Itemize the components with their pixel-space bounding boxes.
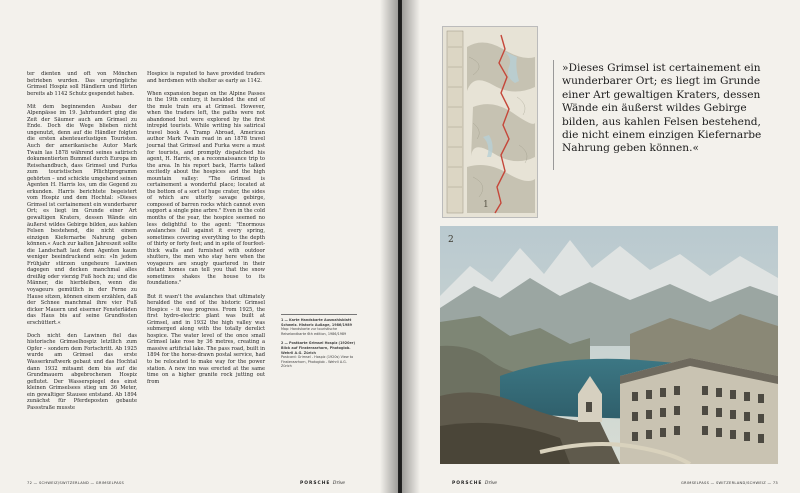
caption-1: 1 — Karte Handskarte Auswahlsblatt Schweiz. Historic Außage, 1986/1989 Map: Handskarte zur touristische Reiselandkarte 6th edition, 1986/1989 (281, 318, 352, 336)
pull-quote: »Dieses Grimsel ist certainement ein wunderbarer Ort; es liegt im Grunde einer Art gewaltigen Kraters, dessen Wände ein äußerst wildes Gebirge bilden, aus kahlen Felsen bestehend, die nicht einem einzigen Kiefernarbe Nahrung geben können.« (562, 62, 762, 155)
svg-text:1: 1 (483, 200, 489, 210)
svg-text:2: 2 (448, 235, 454, 245)
caption-2: 2 — Postkarte Grimsel Hospiz (1920er) Blick auf Finsteraarhorn, Photoglob. Wehrli A.G. Zürich Postcard: Grimsel - Hospiz (1920s) View to Finsteraarhorn, Photoglob - Wehrli A.G. Zürich (281, 341, 356, 369)
left-footer: 72 — SCHWEIZ/SWITZERLAND — GRIMSELPASS (27, 481, 125, 485)
landscape-illustration (440, 226, 778, 464)
left-page (0, 0, 398, 493)
brand-logo-right: PORSCHE Drive (452, 481, 498, 486)
image-captions (281, 318, 357, 374)
paragraph: Mit dem beginnenden Ausbau der Alpenpässe im 19. Jahrhundert ging die Zeit der Säumer auch am Grimsel zu Ende. Doch die Wege blieben nicht ungenutzt, denn auf die Händler folgten die ersten abenteuerlustigen Touristen. Auch der amerikanische Autor Mark Twain las 1878 während seines satirisch dokumentierten Bummel durch Europa im Reisehandbuch, dass Grimsel und Furka zum touristischen Pflichtprogramm gehörten – und schickte umgehend seinen Agenten H. Harris los, um die Gegend zu erkunden. Harris berichtete begeistert vom Hospiz und dem Hochtal: »Dieses Grimsel ist certainement ein wunderbarer Ort; es liegt im Grunde einer Art gewaltigen Kraters, dessen Wände ein äußerst wildes Gebirge bilden, aus kahlen Felsen bestehend, die nicht einem einzigen Kiefernarbe Nahrung geben können.« Auch zur kalten Jahreszeit sollte die Landschaft laut dem Agenten kaum weniger beeindruckend sein: »In jedem Frühjahr stürzen ungeheure Lawinen dagegen und decken manchmal alles dreißig oder vierzig Fuß hoch zu; und die Männer, die hierbleiben, wenn die voyageurs gemütlich in der Ferne zu Hause sitzen, können einem erzählen, daß der Schnee manchmal ihre vier Fuß dicker Mauern und eiserner Fensterläden das Haus bis auf seine Grundfesten erschüttert.« (27, 103, 137, 326)
paragraph: ter dienten und oft von Mönchen betrieben wurden. Das ursprüngliche Grimsel Hospiz soll Händlern und Hirten bereits ab 1142 Schutz gespendet haben. (27, 71, 137, 97)
caption-divider (281, 314, 357, 315)
historic-map-image (442, 26, 538, 218)
map-illustration (443, 27, 537, 217)
paragraph: Doch nicht den Lawinen fiel das historische Grimselhospiz letztlich zum Opfer – sondern dem Fortschritt. Ab 1925 wurde am Grimsel das erste Wasserkraftwerk gebaut und das Hochtal dann 1932 mitsamt dem bis auf die Grundmauern abgebrochenen Hospiz geflutet. Der Wasserspiegel des einst kleinen Grimselsees stieg um 36 Meter, ein gewaltiger Stausee entstand. Ab 1894 zunächst für Pferdeposten gebaute Passstraße musste (27, 332, 137, 411)
article-column-german (27, 71, 137, 418)
paragraph: When expansion began on the Alpine Passes in the 19th century, it heralded the end of the mule train era at Grimsel. However, when the traders left, the paths were not abandoned but were explored by the first intrepid tourists. While writing his satirical travel book A Tramp Abroad, American author Mark Twain read in an 1878 travel journal that Grimsel and Furka were a must for tourists, and promptly dispatched his agent, H. Harris, on a reconnaissance trip to the area. In his report back, Harris talked excitedly about the hospices and the high mountain valley: "The Grimsel is certainement a wonderful place; located at the bottom of a sort of huge crater, the sides of which are utterly savage gebirge, composed of barren rocks which cannot even support a single pine arbre." Even in the cold months of the year, the hospice seemed no less delightful to the agent: "Enormous avalanches fall against it every spring, sometimes covering everything to the depth of thirty or forty feet; and in spite of fourfeet-thick walls and furnished with outdoor shutters, the men who stay here when the voyageurs are snugly quartered in their distant homes can tell you that the snow sometimes shakes the house to its foundations." (147, 90, 265, 287)
brand-logo-left: PORSCHE Drive (300, 481, 346, 486)
article-column-english (147, 71, 265, 392)
quote-rule (553, 60, 554, 170)
grimsel-hospice-postcard-photo (440, 226, 778, 464)
right-footer: GRIMSELPASS — SWITZERLAND/SCHWEIZ — 73 (680, 481, 778, 485)
paragraph: But it wasn't the avalanches that ultimately heralded the end of the historic Grimsel Hospice – it was progress. From 1925, the first hydro-electric plant was built at Grimsel, and in 1932 the high valley was submerged along with the totally derelict hospice. The water level of the once small Grimsel lake rose by 36 metres, creating a massive artificial lake. The pass road, built in 1894 for the horse-drawn postal service, had to be relocated to make way for the power station. A new inn was erected at the same time on a higher granite rock jutting out from (147, 293, 265, 385)
paragraph: Hospice is reputed to have provided traders and herdsmen with shelter as early as 1142. (147, 71, 265, 84)
